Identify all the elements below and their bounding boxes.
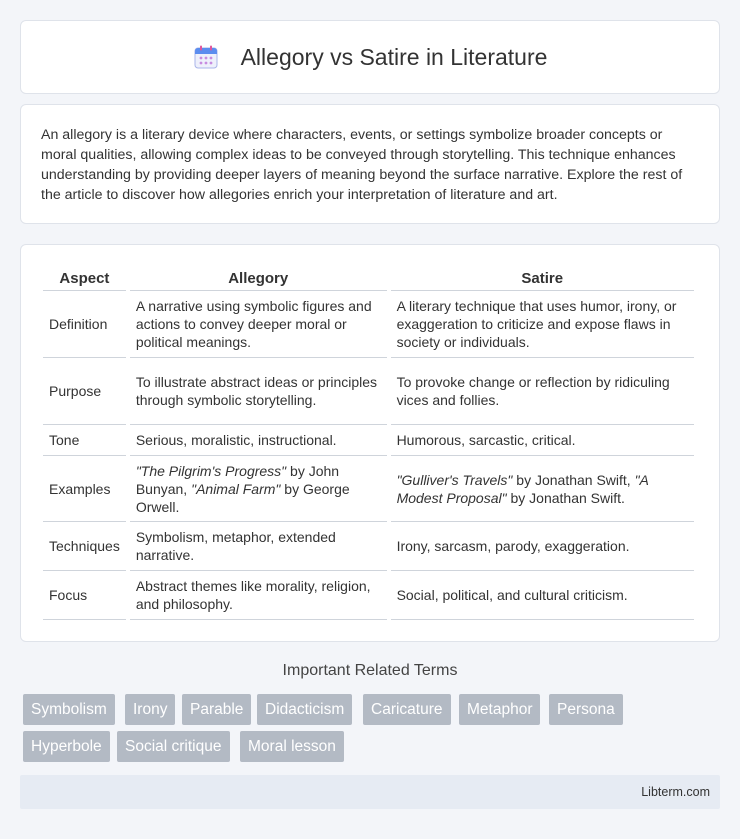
aspect-cell: Techniques — [43, 522, 126, 571]
page-title: Allegory vs Satire in Literature — [240, 43, 548, 70]
satire-cell — [391, 456, 694, 522]
work-title: "Animal Farm" — [191, 480, 281, 497]
tag-persona[interactable]: Persona — [549, 694, 623, 725]
related-terms-title: Important Related Terms — [282, 662, 458, 679]
tag-moral-lesson[interactable]: Moral lesson — [240, 731, 344, 762]
author-text: by George Orwell. — [135, 480, 350, 515]
tag-symbolism[interactable]: Symbolism — [23, 694, 115, 725]
allegory-cell: Symbolism, metaphor, extended narrative. — [130, 522, 387, 571]
satire-cell: Humorous, sarcastic, critical. — [391, 425, 694, 456]
aspect-cell: Tone — [43, 425, 126, 456]
tag-caricature[interactable]: Caricature — [363, 694, 451, 725]
table-row — [43, 425, 694, 456]
satire-cell: A literary technique that uses humor, irony, or exaggeration to criticize and expose flaws in society or individuals. — [391, 291, 694, 358]
work-title: "The Pilgrim's Progress" — [135, 462, 287, 479]
satire-cell: Social, political, and cultural criticism. — [391, 571, 694, 620]
aspect-cell: Definition — [43, 291, 126, 358]
tag-parable[interactable]: Parable — [182, 694, 251, 725]
tag-irony[interactable]: Irony — [125, 694, 175, 725]
author-text: by Jonathan Swift, — [512, 471, 635, 488]
table-row — [43, 456, 694, 522]
satire-cell: To provoke change or reflection by ridiculing vices and follies. — [391, 358, 694, 425]
comparison-table — [39, 265, 698, 620]
allegory-cell — [130, 456, 387, 522]
allegory-cell: Abstract themes like morality, religion, and philosophy. — [130, 571, 387, 620]
header-allegory: Allegory — [130, 265, 387, 291]
intro-text: An allegory is a literary device where characters, events, or settings symbolize broader concepts or moral qualities, allowing complex ideas to be conveyed through storytelling. This technique enhances understanding by providing deeper layers of meaning beyond the surface narrative. Explore the rest of the article to discover how allegories enrich your interpretation of literature and art. — [41, 127, 683, 203]
tag-didacticism[interactable]: Didacticism — [257, 694, 352, 725]
aspect-cell: Focus — [43, 571, 126, 620]
table-row — [43, 358, 694, 425]
footer-link[interactable]: Libterm.com — [641, 785, 710, 799]
footer — [20, 775, 720, 809]
aspect-cell: Examples — [43, 456, 126, 522]
allegory-cell: A narrative using symbolic figures and actions to convey deeper moral or political meanings. — [130, 291, 387, 358]
header-aspect: Aspect — [43, 265, 126, 291]
comparison-card — [20, 244, 720, 642]
work-title: "Gulliver's Travels" — [396, 471, 513, 488]
header-satire: Satire — [391, 265, 694, 291]
aspect-cell: Purpose — [43, 358, 126, 425]
work-title: "A Modest Proposal" — [396, 471, 649, 506]
tag-social-critique[interactable]: Social critique — [117, 731, 230, 762]
author-text: by Jonathan Swift. — [506, 489, 625, 506]
allegory-cell: Serious, moralistic, instructional. — [130, 425, 387, 456]
allegory-cell: To illustrate abstract ideas or principles through symbolic storytelling. — [130, 358, 387, 425]
table-row — [43, 571, 694, 620]
satire-cell: Irony, sarcasm, parody, exaggeration. — [391, 522, 694, 571]
table-row — [43, 291, 694, 358]
table-row — [43, 522, 694, 571]
tag-metaphor[interactable]: Metaphor — [459, 694, 540, 725]
author-text: by John Bunyan, — [135, 462, 340, 497]
header-card — [20, 20, 720, 94]
calendar-icon — [193, 44, 219, 70]
tag-hyperbole[interactable]: Hyperbole — [23, 731, 110, 762]
intro-card — [20, 104, 720, 224]
